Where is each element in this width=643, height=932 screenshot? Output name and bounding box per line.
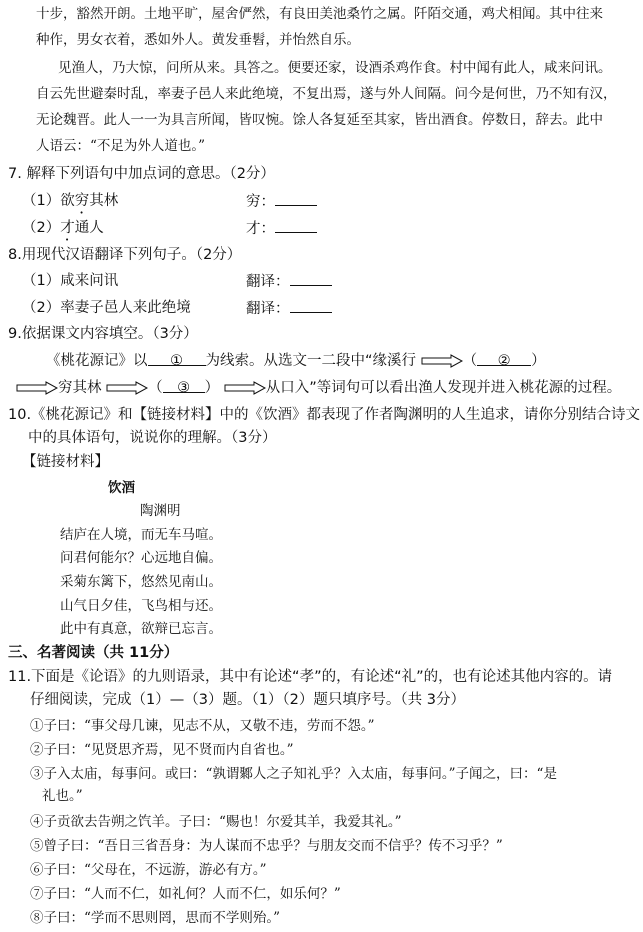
poem-title: 饮酒 bbox=[108, 480, 135, 496]
passage-line-5: 无论魏晋。此人一一为具言所闻，皆叹惋。馀人各复延至其家，皆出酒食。停数日，辞去。此中 bbox=[36, 112, 603, 128]
q7-item-2-pre: （2） bbox=[22, 220, 61, 236]
q7-answer-1-label: 穷： bbox=[246, 194, 275, 210]
analects-quote-6: ⑥子曰：“父母在，不远游，游必有方。” bbox=[30, 862, 267, 878]
q11-line-2: 仔细阅读，完成（1）—（3）题。（1）（2）题只填序号。（共 3分） bbox=[30, 692, 465, 708]
q9-text-a: 《桃花源记》以 bbox=[46, 353, 148, 369]
q7-item-1-post: 其林 bbox=[89, 193, 119, 209]
q9-text-i: 从口入”等词句可以看出渔人发现并进入桃花源的过程。 bbox=[265, 380, 622, 396]
arrow-right-icon bbox=[106, 381, 148, 395]
q7-item-1-pre: （1）欲 bbox=[22, 193, 75, 209]
q7-answer-2 bbox=[246, 218, 317, 239]
analects-quote-5: ⑤曾子曰：“吾日三省吾身：为人谋而不忠乎？与朋友交而不信乎？传不习乎？” bbox=[30, 838, 503, 854]
passage-line-2: 种作，男女衣着，悉如外人。黄发垂髫，并怡然自乐。 bbox=[36, 32, 360, 48]
q9-text-e: ） bbox=[531, 353, 546, 369]
q8-answer-1-label: 翻译： bbox=[246, 274, 290, 290]
q8-item-1: （1）咸来问讯 bbox=[22, 273, 119, 289]
link-material-label: 【链接材料】 bbox=[22, 454, 109, 470]
q9-blank-3-number: ③ bbox=[177, 380, 191, 396]
poem-line-1: 结庐在人境，而无车马喧。 bbox=[60, 527, 222, 543]
q9-blank-1-number: ① bbox=[170, 353, 183, 369]
analects-quote-3-continued: 礼也。” bbox=[42, 788, 83, 804]
q7-item-1-dotted-word: 穷 bbox=[74, 193, 90, 209]
q7-item-2-post: 通人 bbox=[74, 220, 104, 236]
q9-text-c: 为线索。从选文一二段中“缘溪行 bbox=[205, 353, 417, 369]
q9-text-g: （ bbox=[148, 380, 163, 396]
q9-blank-2[interactable] bbox=[477, 351, 531, 369]
q9-blank-3[interactable] bbox=[163, 378, 205, 396]
arrow-right-icon bbox=[421, 354, 463, 368]
q8-item-2: （2）率妻子邑人来此绝境 bbox=[22, 300, 191, 316]
q7-item-2-dotted-word: 才 bbox=[60, 220, 75, 236]
analects-quote-7: ⑦子曰：“人而不仁，如礼何？人而不仁，如乐何？” bbox=[30, 886, 341, 902]
poem-line-4: 山气日夕佳，飞鸟相与还。 bbox=[60, 598, 222, 614]
q8-answer-1 bbox=[246, 271, 332, 292]
analects-quote-1: ①子曰：“事父母几谏，见志不从，又敬不违，劳而不怨。” bbox=[30, 718, 375, 734]
q9-line-2 bbox=[16, 378, 621, 398]
q7-answer-2-label: 才： bbox=[246, 221, 275, 237]
poem-line-2: 问君何能尔？心远地自偏。 bbox=[60, 550, 222, 566]
q9-line-1 bbox=[46, 351, 546, 371]
q9-text-d: （ bbox=[462, 353, 478, 369]
arrow-right-icon bbox=[16, 381, 58, 395]
q8-title: 8.用现代汉语翻译下列句子。（2分） bbox=[8, 247, 242, 263]
q7-title: 7. 解释下列语句中加点词的意思。（2分） bbox=[8, 166, 275, 182]
passage-line-6: 人语云：“不足为外人道也。” bbox=[36, 138, 206, 154]
analects-quote-8: ⑧子曰：“学而不思则罔，思而不学则殆。” bbox=[30, 910, 281, 926]
poem-line-3: 采菊东篱下，悠然见南山。 bbox=[60, 574, 222, 590]
q9-text-f: 穷其林 bbox=[58, 380, 102, 396]
passage-line-4: 自云先世避秦时乱，率妻子邑人来此绝境，不复出焉，遂与外人间隔。问今是何世，乃不知有汉， bbox=[36, 86, 617, 102]
q9-blank-1[interactable] bbox=[148, 351, 206, 369]
q8-answer-1-blank[interactable] bbox=[290, 271, 332, 286]
passage-line-3: 见渔人，乃大惊，问所从来。具答之。便要还家，设酒杀鸡作食。村中闻有此人，咸来问讯。 bbox=[58, 60, 612, 76]
q8-answer-2-label: 翻译： bbox=[246, 301, 290, 317]
q10-line-1: 10.《桃花源记》和【链接材料】中的《饮酒》都表现了作者陶渊明的人生追求，请你分别结合诗文 bbox=[8, 407, 641, 423]
analects-quote-4: ④子贡欲去告朔之饩羊。子曰：“赐也！尔爱其羊，我爱其礼。” bbox=[30, 814, 402, 830]
q7-item-1 bbox=[22, 191, 118, 217]
q7-answer-1-blank[interactable] bbox=[275, 191, 317, 206]
q10-line-2: 中的具体语句，说说你的理解。（3分） bbox=[28, 430, 277, 446]
poem-author: 陶渊明 bbox=[140, 503, 181, 519]
q9-title: 9.依据课文内容填空。（3分） bbox=[8, 326, 198, 342]
analects-quote-2: ②子曰：“见贤思齐焉，见不贤而内自省也。” bbox=[30, 742, 294, 758]
q9-text-h: ） bbox=[204, 380, 220, 396]
q7-answer-1 bbox=[246, 191, 317, 212]
passage-line-1: 十步，豁然开朗。土地平旷，屋舍俨然，有良田美池桑竹之属。阡陌交通，鸡犬相闻。其中往来 bbox=[36, 6, 603, 22]
q8-answer-2 bbox=[246, 298, 332, 319]
q7-item-2 bbox=[22, 218, 104, 244]
q7-answer-2-blank[interactable] bbox=[275, 218, 317, 233]
arrow-right-icon bbox=[224, 381, 266, 395]
q9-blank-2-number: ② bbox=[497, 353, 511, 369]
q11-line-1: 11.下面是《论语》的九则语录，其中有论述“孝”的，有论述“礼”的，也有论述其他内容的。请 bbox=[8, 669, 613, 685]
section-3-heading: 三、名著阅读（共 11分） bbox=[8, 645, 179, 661]
analects-quote-3: ③子入太庙，每事问。或曰：“孰谓鄹人之子知礼乎？入太庙，每事问。”子闻之，曰：“是 bbox=[30, 766, 557, 782]
q8-answer-2-blank[interactable] bbox=[290, 298, 332, 313]
poem-line-5: 此中有真意，欲辩已忘言。 bbox=[60, 621, 222, 637]
